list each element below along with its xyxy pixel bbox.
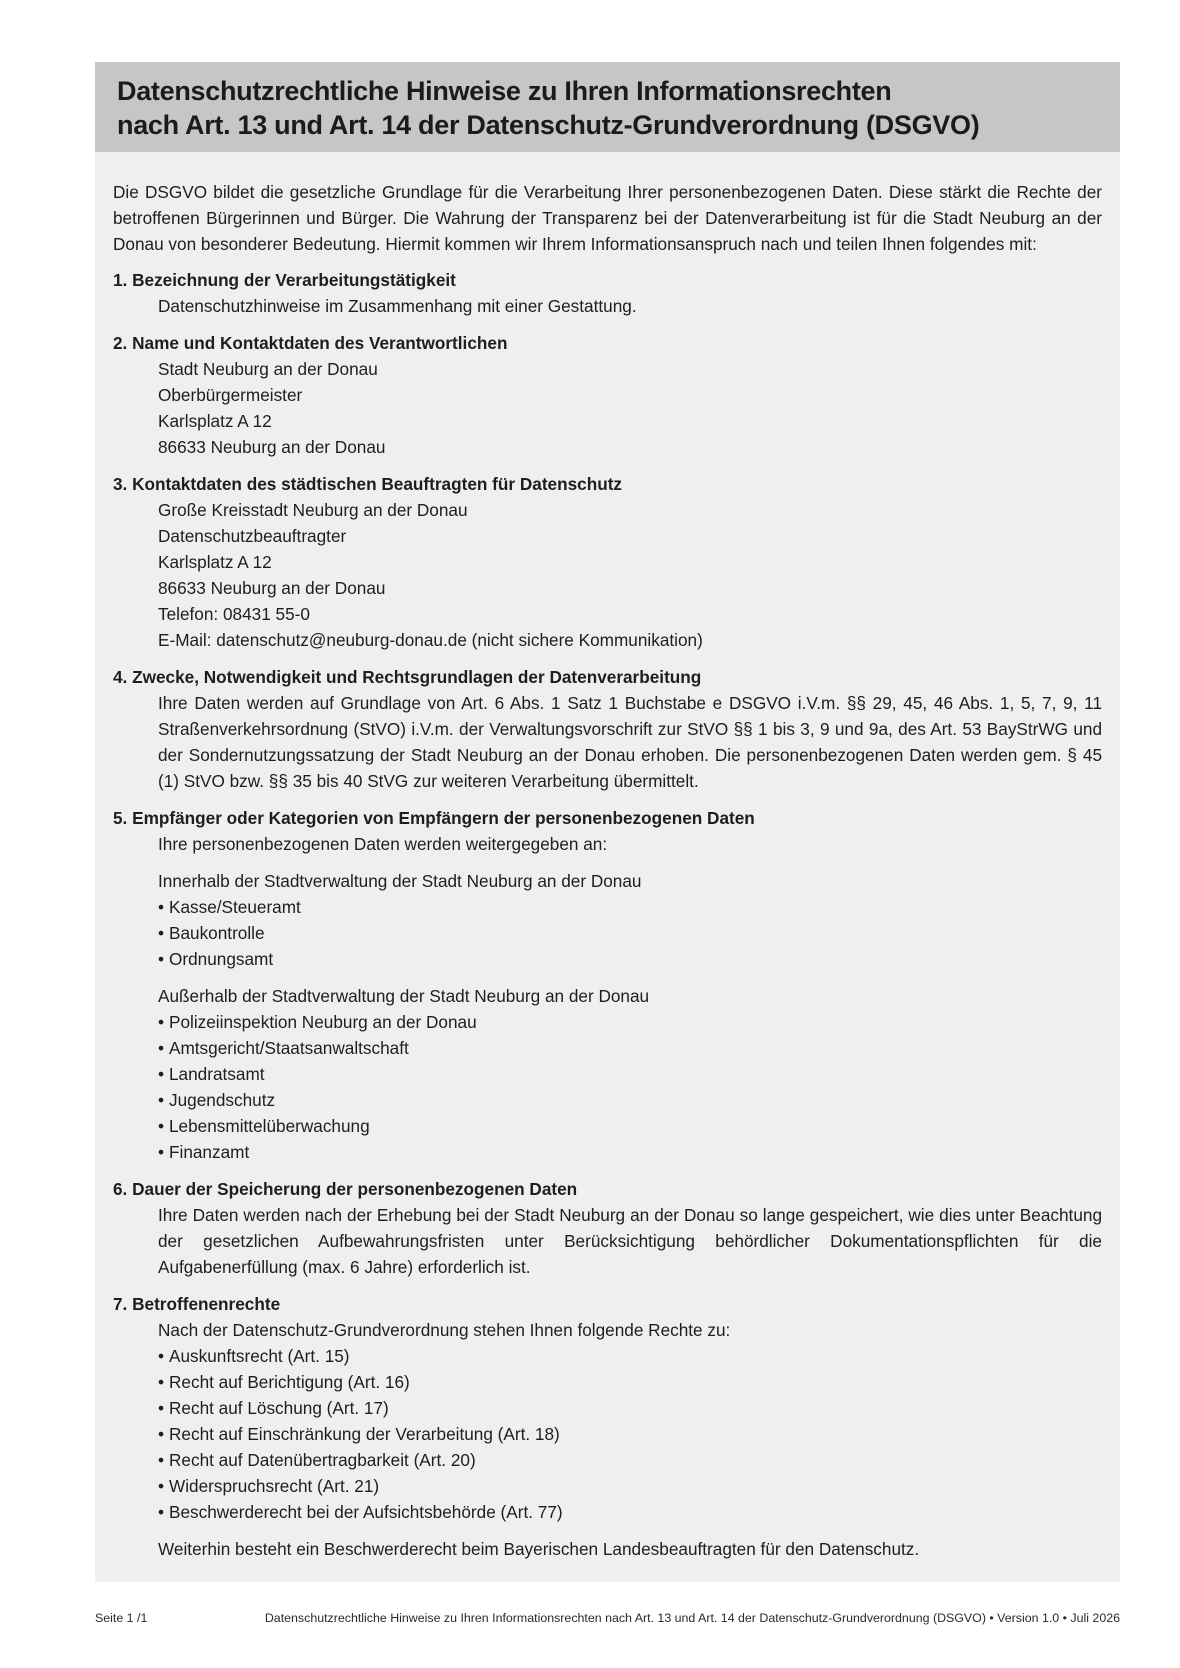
list-item: • Recht auf Einschränkung der Verarbeitung (Art. 18) xyxy=(158,1421,1102,1447)
inner-recipients-label: Innerhalb der Stadtverwaltung der Stadt Neuburg an der Donau xyxy=(158,871,642,891)
section-1-line: Datenschutzhinweise im Zusammenhang mit einer Gestattung. xyxy=(158,296,637,316)
recipients-lead: Ihre personenbezogenen Daten werden weitergegeben an: xyxy=(158,834,608,854)
list-item: • Beschwerderecht bei der Aufsichtsbehörde (Art. 77) xyxy=(158,1499,1102,1525)
section-2 xyxy=(113,330,1102,460)
rights-closing: Weiterhin besteht ein Beschwerderecht beim Bayerischen Landesbeauftragten für den Datenschutz. xyxy=(158,1539,920,1559)
list-item: • Recht auf Datenübertragbarkeit (Art. 20) xyxy=(158,1447,1102,1473)
list-item: • Baukontrolle xyxy=(158,920,1102,946)
controller-role: Oberbürgermeister xyxy=(158,385,303,405)
document-content xyxy=(95,152,1120,1562)
rights-lead: Nach der Datenschutz-Grundverordnung stehen Ihnen folgende Rechte zu: xyxy=(158,1320,731,1340)
title-line-2: nach Art. 13 und Art. 14 der Datenschutz-Grundverordnung (DSGVO) xyxy=(117,110,980,140)
dpo-role: Datenschutzbeauftragter xyxy=(158,526,347,546)
section-5-heading: 5. Empfänger oder Kategorien von Empfängern der personenbezogenen Daten xyxy=(113,808,755,828)
section-1-heading: 1. Bezeichnung der Verarbeitungstätigkeit xyxy=(113,270,456,290)
intro-paragraph: Die DSGVO bildet die gesetzliche Grundlage für die Verarbeitung Ihrer personenbezogenen Daten. Diese stärkt die Rechte der betroffenen Bürgerinnen und Bürger. Die Wahrung der Transparenz bei der Datenverarbeitung ist für die Stadt Neuburg an der Donau von besonderer Bedeutung. Hiermit kommen wir Ihrem Informationsanspruch nach und teilen Ihnen folgendes mit: xyxy=(113,182,1102,254)
section-6-text: Ihre Daten werden nach der Erhebung bei der Stadt Neuburg an der Donau so lange gespeichert, wie dies unter Beachtung der gesetzlichen Aufbewahrungsfristen unter Berücksichtigung behördlicher Dokumentationspflichten für die Aufgabenerfüllung (max. 6 Jahre) erforderlich ist. xyxy=(158,1205,1102,1277)
title-line-1: Datenschutzrechtliche Hinweise zu Ihren Informationsrechten xyxy=(117,76,892,106)
controller-city: 86633 Neuburg an der Donau xyxy=(158,437,386,457)
inner-recipients-list xyxy=(158,894,1102,972)
section-7 xyxy=(113,1291,1102,1562)
dpo-city: 86633 Neuburg an der Donau xyxy=(158,578,386,598)
section-3-heading: 3. Kontaktdaten des städtischen Beauftragten für Datenschutz xyxy=(113,474,623,494)
list-item: • Amtsgericht/Staatsanwaltschaft xyxy=(158,1035,1102,1061)
list-item: • Auskunftsrecht (Art. 15) xyxy=(158,1343,1102,1369)
rights-list xyxy=(158,1343,1102,1525)
section-6 xyxy=(113,1176,1102,1280)
section-6-heading: 6. Dauer der Speicherung der personenbezogenen Daten xyxy=(113,1179,578,1199)
list-item: • Finanzamt xyxy=(158,1139,1102,1165)
controller-street: Karlsplatz A 12 xyxy=(158,411,272,431)
section-4 xyxy=(113,664,1102,794)
list-item: • Recht auf Berichtigung (Art. 16) xyxy=(158,1369,1102,1395)
section-5 xyxy=(113,805,1102,1165)
section-4-heading: 4. Zwecke, Notwendigkeit und Rechtsgrundlagen der Datenverarbeitung xyxy=(113,667,702,687)
controller-name: Stadt Neuburg an der Donau xyxy=(158,359,378,379)
footer-text: Datenschutzrechtliche Hinweise zu Ihren Informationsrechten nach Art. 13 und Art. 14 der Datenschutz-Grundverordnung (DSGVO) • Version 1.0 • Juli 2026 xyxy=(264,1611,1120,1625)
dpo-street: Karlsplatz A 12 xyxy=(158,552,272,572)
list-item: • Ordnungsamt xyxy=(158,946,1102,972)
outer-recipients-label: Außerhalb der Stadtverwaltung der Stadt Neuburg an der Donau xyxy=(158,986,650,1006)
dpo-phone: Telefon: 08431 55-0 xyxy=(158,604,310,624)
list-item: • Recht auf Löschung (Art. 17) xyxy=(158,1395,1102,1421)
list-item: • Polizeiinspektion Neuburg an der Donau xyxy=(158,1009,1102,1035)
list-item: • Landratsamt xyxy=(158,1061,1102,1087)
page-number: Seite 1 /1 xyxy=(95,1611,148,1625)
section-2-heading: 2. Name und Kontaktdaten des Verantwortlichen xyxy=(113,333,508,353)
dpo-organization: Große Kreisstadt Neuburg an der Donau xyxy=(158,500,468,520)
list-item: • Widerspruchsrecht (Art. 21) xyxy=(158,1473,1102,1499)
list-item: • Jugendschutz xyxy=(158,1087,1102,1113)
list-item: • Kasse/Steueramt xyxy=(158,894,1102,920)
outer-recipients-list xyxy=(158,1009,1102,1165)
title-bar xyxy=(95,62,1120,152)
document-title xyxy=(117,74,1098,142)
section-7-heading: 7. Betroffenenrechte xyxy=(113,1294,281,1314)
list-item: • Lebensmittelüberwachung xyxy=(158,1113,1102,1139)
dpo-email: E-Mail: datenschutz@neuburg-donau.de (nicht sichere Kommunikation) xyxy=(158,630,703,650)
document-panel xyxy=(95,62,1120,1582)
section-1 xyxy=(113,267,1102,319)
section-3 xyxy=(113,471,1102,653)
section-4-text: Ihre Daten werden auf Grundlage von Art. 6 Abs. 1 Satz 1 Buchstabe e DSGVO i.V.m. §§ 29, 45, 46 Abs. 1, 5, 7, 9, 11 Straßenverkehrsordnung (StVO) i.V.m. der Verwaltungsvorschrift zur StVO §§ 1 bis 3, 9 und 9a, des Art. 53 BayStrWG und der Sondernutzungssatzung der Stadt Neuburg an der Donau erhoben. Die personenbezogenen Daten werden gem. § 45 (1) StVO bzw. §§ 35 bis 40 StVG zur weiteren Verarbeitung übermittelt. xyxy=(158,693,1102,791)
